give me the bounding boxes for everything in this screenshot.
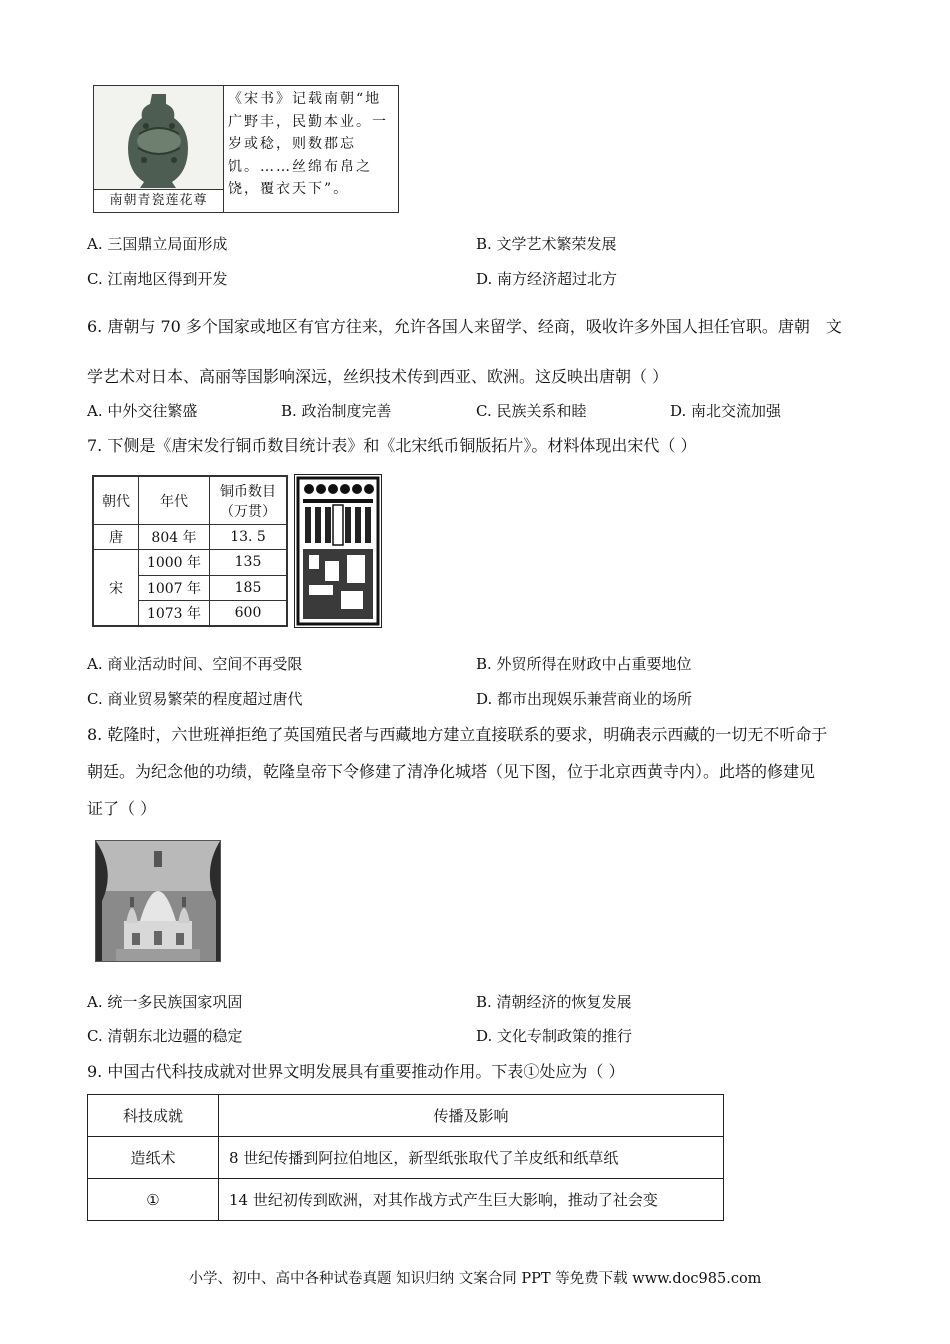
header-achievement: 科技成就 xyxy=(88,1095,219,1137)
q5-option-d[interactable]: D. 南方经济超过北方 xyxy=(476,270,618,288)
cell-count: 185 xyxy=(210,575,287,600)
song-shu-quote: 《宋书》记载南朝“地广野丰，民勤本业。一岁或稔，则数郡忘饥。……丝绵布帛之饶，覆衣天下”。 xyxy=(228,91,388,197)
cell-year: 1073 年 xyxy=(139,600,210,625)
q6-stem-line2: 学艺术对日本、高丽等国影响深远，丝织技术传到西亚、欧洲。这反映出唐朝（ ） xyxy=(87,367,669,386)
vase-caption: 南朝青瓷莲花尊 xyxy=(94,189,223,212)
technology-table xyxy=(87,1094,724,1221)
cell-year: 1007 年 xyxy=(139,575,210,600)
paper-money-rubbing-image xyxy=(294,474,382,628)
cell-year: 804 年 xyxy=(139,525,210,550)
page-footer: 小学、初中、高中各种试卷真题 知识归纳 文案合同 PPT 等免费下载 www.doc985.com xyxy=(188,1271,762,1287)
pagoda-photo xyxy=(95,840,221,962)
vase-image xyxy=(94,86,224,212)
cell-dynasty-song: 宋 xyxy=(94,550,139,626)
header-count-label: 铜币数目 xyxy=(220,483,276,500)
q8-option-b[interactable]: B. 清朝经济的恢复发展 xyxy=(476,993,632,1011)
coin-statistics-table xyxy=(92,475,288,627)
q8-stem-line3: 证了（ ） xyxy=(87,799,157,818)
cell-count: 600 xyxy=(210,600,287,625)
q6-option-c[interactable]: C. 民族关系和睦 xyxy=(476,402,587,420)
q8-stem-line2: 朝廷。为纪念他的功绩，乾隆皇帝下令修建了清净化城塔（见下图，位于北京西黄寺内）。此塔的修建见 xyxy=(87,762,816,781)
cell-count: 13. 5 xyxy=(210,525,287,550)
q5-option-a[interactable]: A. 三国鼎立局面形成 xyxy=(87,235,228,253)
q7-option-b[interactable]: B. 外贸所得在财政中占重要地位 xyxy=(476,655,692,673)
q8-stem-line1: 8. 乾隆时，六世班禅拒绝了英国殖民者与西藏地方建立直接联系的要求，明确表示西藏的一切无不听命于 xyxy=(87,725,828,744)
cell-influence: 8 世纪传播到阿拉伯地区，新型纸张取代了羊皮纸和纸草纸 xyxy=(219,1137,724,1179)
q6-option-b[interactable]: B. 政治制度完善 xyxy=(281,402,392,420)
header-count-unit: （万贯） xyxy=(220,503,276,520)
q7-stem: 7. 下侧是《唐宋发行铜币数目统计表》和《北宋纸币铜版拓片》。材料体现出宋代（ ） xyxy=(87,436,697,455)
q6-option-d[interactable]: D. 南北交流加强 xyxy=(670,402,782,420)
q7-option-d[interactable]: D. 都市出现娱乐兼营商业的场所 xyxy=(476,690,693,708)
cell-year: 1000 年 xyxy=(139,550,210,575)
header-count xyxy=(210,477,287,525)
header-spread-influence: 传播及影响 xyxy=(219,1095,724,1137)
q6-stem-line1: 6. 唐朝与 70 多个国家或地区有官方往来，允许各国人来留学、经商，吸收许多外国人担任官职。唐朝 文 xyxy=(87,317,842,336)
q5-option-b[interactable]: B. 文学艺术繁荣发展 xyxy=(476,235,617,253)
cell-count: 135 xyxy=(210,550,287,575)
vase-figure xyxy=(93,85,399,213)
cell-influence: 14 世纪初传到欧洲，对其作战方式产生巨大影响，推动了社会变 xyxy=(219,1179,724,1221)
q9-stem: 9. 中国古代科技成就对世界文明发展具有重要推动作用。下表①处应为（ ） xyxy=(87,1062,625,1081)
cell-achievement-blank: ① xyxy=(88,1179,219,1221)
q5-option-c[interactable]: C. 江南地区得到开发 xyxy=(87,270,228,288)
header-year: 年代 xyxy=(139,477,210,525)
q6-option-a[interactable]: A. 中外交往繁盛 xyxy=(87,402,198,420)
q8-option-a[interactable]: A. 统一多民族国家巩固 xyxy=(87,993,243,1011)
header-dynasty: 朝代 xyxy=(94,477,139,525)
q7-option-c[interactable]: C. 商业贸易繁荣的程度超过唐代 xyxy=(87,690,303,708)
q7-option-a[interactable]: A. 商业活动时间、空间不再受限 xyxy=(87,655,303,673)
q8-option-c[interactable]: C. 清朝东北边疆的稳定 xyxy=(87,1027,243,1045)
cell-dynasty-tang: 唐 xyxy=(94,525,139,550)
q8-option-d[interactable]: D. 文化专制政策的推行 xyxy=(476,1027,633,1045)
cell-achievement: 造纸术 xyxy=(88,1137,219,1179)
